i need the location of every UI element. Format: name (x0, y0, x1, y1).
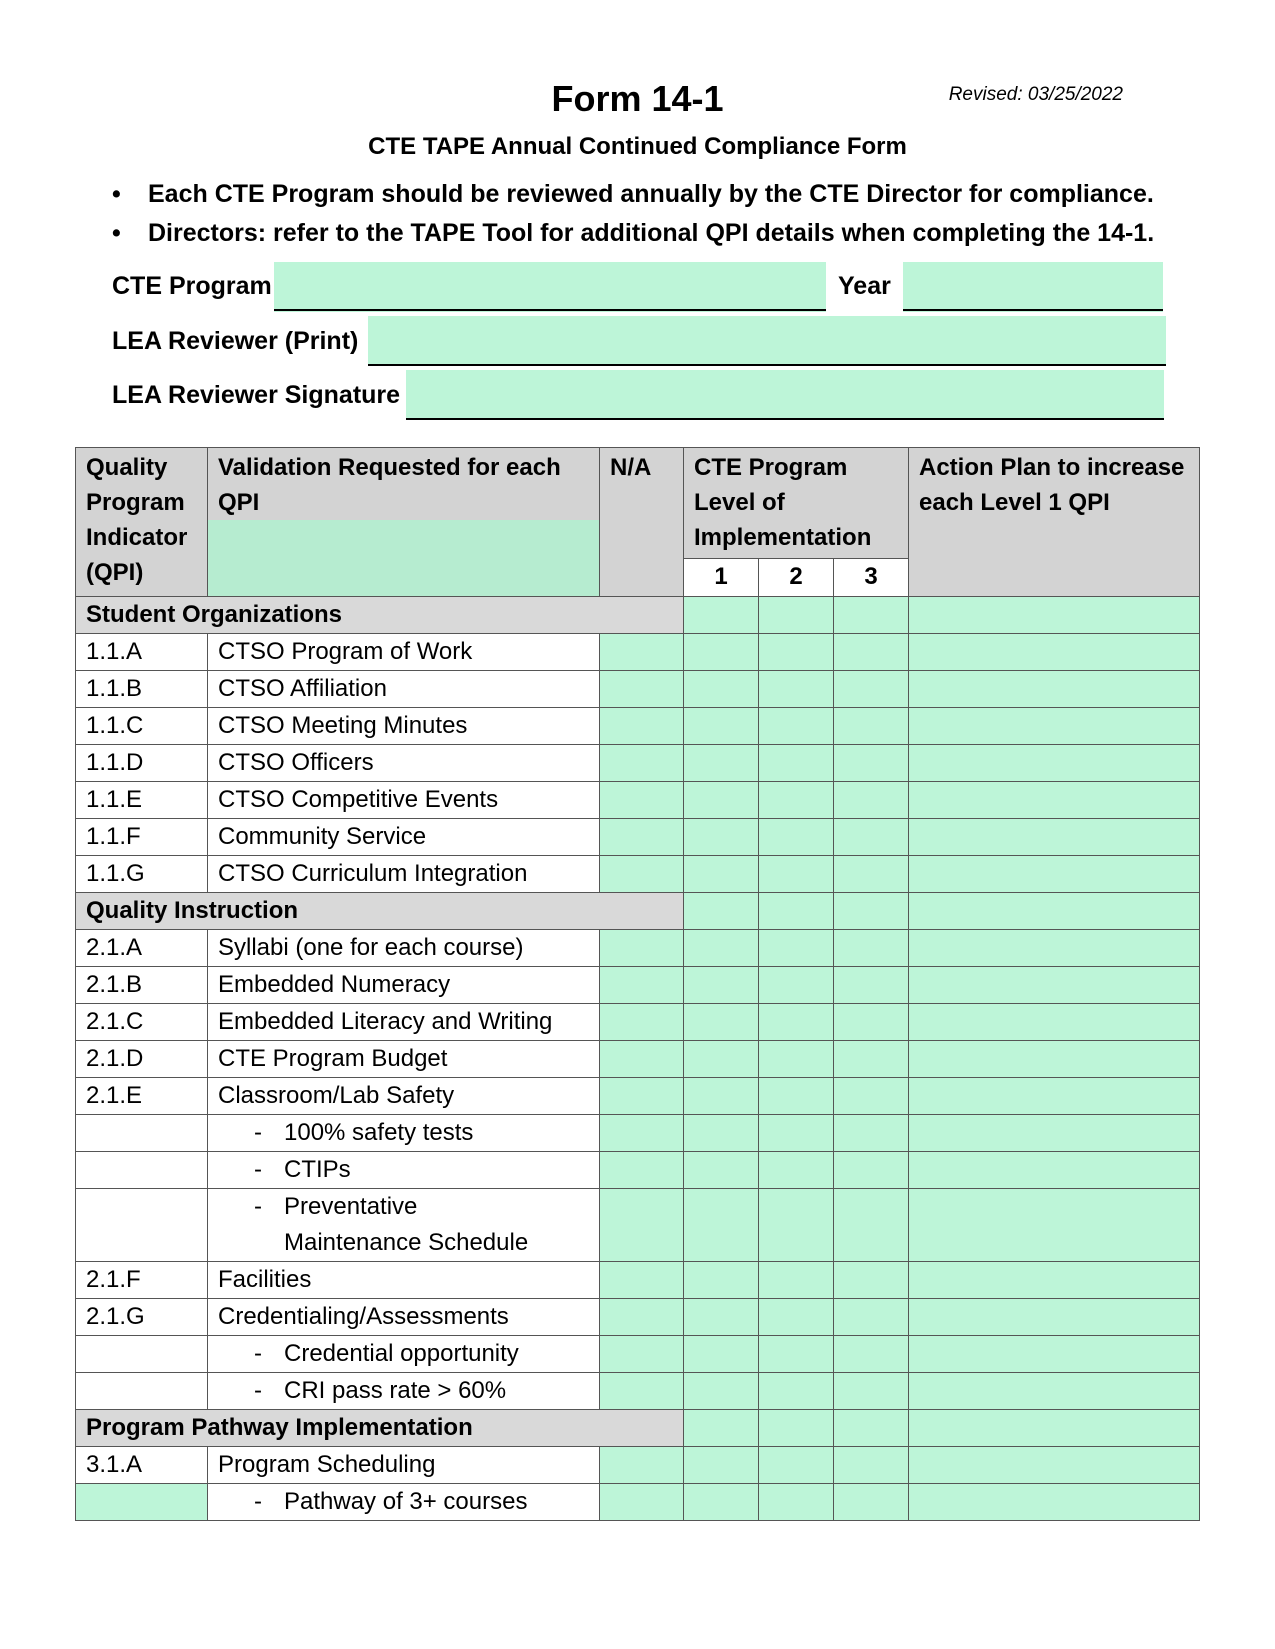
level-1-cell[interactable] (684, 671, 759, 708)
level-2-cell[interactable] (759, 634, 834, 671)
lea-reviewer-print-field[interactable] (368, 316, 1166, 366)
qpi-code: 2.1.F (76, 1262, 208, 1299)
na-cell[interactable] (600, 1484, 684, 1521)
action-plan-cell[interactable] (909, 930, 1200, 967)
level-2-cell[interactable] (759, 1262, 834, 1299)
validation-text: Program Scheduling (218, 1451, 436, 1478)
level-2-cell[interactable] (759, 1299, 834, 1336)
validation-cell (208, 634, 600, 671)
validation-cell (208, 671, 600, 708)
table-row (76, 782, 1200, 819)
level-1-cell[interactable] (684, 597, 759, 634)
validation-cell (208, 1115, 600, 1152)
validation-text: Classroom/Lab Safety (218, 1082, 455, 1109)
level-1-cell[interactable] (684, 782, 759, 819)
validation-text: Syllabi (one for each course) (218, 934, 524, 961)
dash-marker: - (254, 1156, 262, 1183)
action-plan-cell[interactable] (909, 597, 1200, 634)
level-2-cell[interactable] (759, 597, 834, 634)
section-title: Quality Instruction (76, 893, 684, 930)
section-row (76, 1410, 1200, 1447)
level-3-cell[interactable] (834, 1447, 909, 1484)
qpi-code: 3.1.A (76, 1447, 208, 1484)
action-plan-cell[interactable] (909, 856, 1200, 893)
validation-text: CTSO Affiliation (218, 675, 387, 702)
validation-text: CTSO Curriculum Integration (218, 860, 528, 887)
table-row (76, 745, 1200, 782)
form-subtitle: CTE TAPE Annual Continued Compliance Form (368, 133, 907, 160)
level-2-cell[interactable] (759, 1373, 834, 1410)
validation-cell (208, 1299, 600, 1336)
validation-cell (208, 708, 600, 745)
level-1-cell[interactable] (684, 893, 759, 930)
validation-text: Community Service (218, 823, 427, 850)
action-plan-cell[interactable] (909, 634, 1200, 671)
qpi-code: 2.1.B (76, 967, 208, 1004)
level-1-cell[interactable] (684, 1484, 759, 1521)
validation-text: Embedded Literacy and Writing (218, 1008, 553, 1035)
level-2-cell[interactable] (759, 1041, 834, 1078)
header-validation-label: Validation Requested for each QPI (218, 454, 561, 516)
section-title: Student Organizations (76, 597, 684, 634)
level-3-cell[interactable] (834, 1041, 909, 1078)
na-cell[interactable] (600, 671, 684, 708)
na-cell[interactable] (600, 856, 684, 893)
level-1-cell[interactable] (684, 1410, 759, 1447)
qpi-code: 2.1.C (76, 1004, 208, 1041)
instruction-bullet: • Directors: refer to the TAPE Tool for additional QPI details when completing the 14-1. (112, 219, 1155, 247)
level-3-cell[interactable] (834, 1484, 909, 1521)
action-plan-cell[interactable] (909, 1410, 1200, 1447)
level-1-cell[interactable] (684, 819, 759, 856)
level-2-cell[interactable] (759, 1189, 834, 1262)
validation-text: Facilities (218, 1266, 312, 1293)
level-2-cell[interactable] (759, 1078, 834, 1115)
validation-cell (208, 1373, 600, 1410)
level-3-cell[interactable] (834, 1262, 909, 1299)
header-level-2: 2 (759, 558, 834, 596)
qpi-code: 2.1.A (76, 930, 208, 967)
dash-marker: - (254, 1377, 262, 1404)
level-1-cell[interactable] (684, 1262, 759, 1299)
table-row (76, 1336, 1200, 1373)
cte-program-label: CTE Program (112, 272, 272, 300)
na-cell[interactable] (600, 967, 684, 1004)
cte-program-underline (274, 309, 826, 311)
qpi-code (76, 1336, 208, 1373)
level-2-cell[interactable] (759, 1410, 834, 1447)
action-plan-cell[interactable] (909, 1299, 1200, 1336)
qpi-code: 1.1.A (76, 634, 208, 671)
level-1-cell[interactable] (684, 745, 759, 782)
section-row (76, 597, 1200, 634)
validation-cell (208, 1189, 600, 1262)
dash-marker: - (254, 1340, 262, 1367)
validation-cell (208, 1152, 600, 1189)
level-1-cell[interactable] (684, 930, 759, 967)
level-1-cell[interactable] (684, 967, 759, 1004)
action-plan-cell[interactable] (909, 1447, 1200, 1484)
qpi-code: 1.1.E (76, 782, 208, 819)
header-qpi: Quality Program Indicator (QPI) (76, 448, 208, 597)
lea-reviewer-signature-underline (406, 418, 1164, 420)
level-1-cell[interactable] (684, 1336, 759, 1373)
table-row (76, 1004, 1200, 1041)
dash-marker: - (254, 1119, 262, 1146)
validation-cell (208, 967, 600, 1004)
table-row (76, 819, 1200, 856)
qpi-code (76, 1152, 208, 1189)
level-3-cell[interactable] (834, 1152, 909, 1189)
action-plan-cell[interactable] (909, 1041, 1200, 1078)
lea-reviewer-print-underline (368, 364, 1166, 366)
na-cell[interactable] (600, 1262, 684, 1299)
level-3-cell[interactable] (834, 967, 909, 1004)
level-3-cell[interactable] (834, 819, 909, 856)
action-plan-cell[interactable] (909, 1078, 1200, 1115)
validation-text: CTIPs (284, 1156, 351, 1183)
level-3-cell[interactable] (834, 1410, 909, 1447)
lea-reviewer-signature-field[interactable] (406, 370, 1164, 420)
level-3-cell[interactable] (834, 745, 909, 782)
validation-cell (208, 1041, 600, 1078)
level-2-cell[interactable] (759, 1447, 834, 1484)
qpi-code: 1.1.B (76, 671, 208, 708)
qpi-table-body (76, 597, 1200, 1521)
qpi-code: 2.1.G (76, 1299, 208, 1336)
validation-text: Credentialing/Assessments (218, 1303, 509, 1330)
level-1-cell[interactable] (684, 1373, 759, 1410)
level-1-cell[interactable] (684, 1299, 759, 1336)
action-plan-cell[interactable] (909, 1373, 1200, 1410)
validation-text: CTE Program Budget (218, 1045, 448, 1072)
action-plan-cell[interactable] (909, 1336, 1200, 1373)
na-cell[interactable] (600, 782, 684, 819)
level-3-cell[interactable] (834, 597, 909, 634)
revised-date: Revised: 03/25/2022 (948, 84, 1123, 105)
year-label: Year (838, 272, 891, 300)
level-2-cell[interactable] (759, 893, 834, 930)
na-cell[interactable] (600, 1189, 684, 1262)
level-2-cell[interactable] (759, 1115, 834, 1152)
level-3-cell[interactable] (834, 1004, 909, 1041)
table-row (76, 1373, 1200, 1410)
na-cell[interactable] (600, 1041, 684, 1078)
lea-reviewer-print-label: LEA Reviewer (Print) (112, 327, 359, 355)
table-header-row (76, 448, 1200, 559)
table-row (76, 708, 1200, 745)
qpi-code (76, 1189, 208, 1262)
na-cell[interactable] (600, 1152, 684, 1189)
qpi-code: 1.1.D (76, 745, 208, 782)
level-1-cell[interactable] (684, 1189, 759, 1262)
qpi-table (75, 447, 1200, 1521)
level-1-cell[interactable] (684, 1447, 759, 1484)
table-row (76, 856, 1200, 893)
qpi-code: 1.1.C (76, 708, 208, 745)
level-3-cell[interactable] (834, 671, 909, 708)
year-underline (903, 309, 1163, 311)
qpi-code: 2.1.D (76, 1041, 208, 1078)
qpi-code[interactable] (76, 1484, 208, 1521)
level-1-cell[interactable] (684, 1078, 759, 1115)
bullet-icon: • (112, 180, 121, 208)
level-2-cell[interactable] (759, 1336, 834, 1373)
qpi-code: 2.1.E (76, 1078, 208, 1115)
validation-text: 100% safety tests (284, 1119, 474, 1146)
validation-cell (208, 1447, 600, 1484)
level-1-cell[interactable] (684, 634, 759, 671)
level-2-cell[interactable] (759, 745, 834, 782)
header-level: CTE Program Level of Implementation (684, 448, 909, 559)
validation-text: Embedded Numeracy (218, 971, 451, 998)
action-plan-cell[interactable] (909, 967, 1200, 1004)
action-plan-cell[interactable] (909, 1004, 1200, 1041)
na-cell[interactable] (600, 745, 684, 782)
table-row (76, 1299, 1200, 1336)
qpi-code (76, 1115, 208, 1152)
validation-text: CTSO Competitive Events (218, 786, 499, 813)
lea-reviewer-signature-label: LEA Reviewer Signature (112, 381, 401, 409)
action-plan-cell[interactable] (909, 1262, 1200, 1299)
action-plan-cell[interactable] (909, 1484, 1200, 1521)
level-2-cell[interactable] (759, 856, 834, 893)
action-plan-cell[interactable] (909, 745, 1200, 782)
instruction-bullet: • Each CTE Program should be reviewed annually by the CTE Director for compliance. (112, 180, 1154, 208)
header-level-1: 1 (684, 558, 759, 596)
validation-cell (208, 1336, 600, 1373)
year-field[interactable] (903, 262, 1163, 312)
na-cell[interactable] (600, 1299, 684, 1336)
cte-program-field[interactable] (274, 262, 826, 312)
table-row (76, 634, 1200, 671)
level-2-cell[interactable] (759, 1484, 834, 1521)
level-2-cell[interactable] (759, 671, 834, 708)
section-title: Program Pathway Implementation (76, 1410, 684, 1447)
level-3-cell[interactable] (834, 1336, 909, 1373)
level-3-cell[interactable] (834, 708, 909, 745)
level-3-cell[interactable] (834, 893, 909, 930)
action-plan-cell[interactable] (909, 671, 1200, 708)
validation-cell (208, 1484, 600, 1521)
table-row (76, 967, 1200, 1004)
action-plan-cell[interactable] (909, 1115, 1200, 1152)
level-3-cell[interactable] (834, 930, 909, 967)
level-2-cell[interactable] (759, 967, 834, 1004)
na-cell[interactable] (600, 930, 684, 967)
validation-text: Preventative Maintenance Schedule (284, 1193, 529, 1256)
table-row (76, 930, 1200, 967)
level-2-cell[interactable] (759, 782, 834, 819)
validation-cell (208, 930, 600, 967)
level-3-cell[interactable] (834, 1299, 909, 1336)
header-action-plan: Action Plan to increase each Level 1 QPI (909, 448, 1200, 597)
level-3-cell[interactable] (834, 782, 909, 819)
na-cell[interactable] (600, 634, 684, 671)
action-plan-cell[interactable] (909, 819, 1200, 856)
bullet-icon: • (112, 219, 121, 247)
level-3-cell[interactable] (834, 1373, 909, 1410)
na-cell[interactable] (600, 1115, 684, 1152)
level-1-cell[interactable] (684, 1004, 759, 1041)
level-2-cell[interactable] (759, 819, 834, 856)
section-row (76, 893, 1200, 930)
action-plan-cell[interactable] (909, 1152, 1200, 1189)
level-3-cell[interactable] (834, 634, 909, 671)
level-2-cell[interactable] (759, 708, 834, 745)
na-cell[interactable] (600, 1447, 684, 1484)
na-cell[interactable] (600, 1373, 684, 1410)
na-cell[interactable] (600, 1078, 684, 1115)
validation-text: CRI pass rate > 60% (284, 1377, 507, 1404)
validation-text: Pathway of 3+ courses (284, 1488, 528, 1515)
table-row (76, 1484, 1200, 1521)
validation-cell (208, 1262, 600, 1299)
table-row (76, 1078, 1200, 1115)
level-2-cell[interactable] (759, 1004, 834, 1041)
qpi-code: 1.1.G (76, 856, 208, 893)
level-1-cell[interactable] (684, 1152, 759, 1189)
level-1-cell[interactable] (684, 1041, 759, 1078)
validation-text: CTSO Meeting Minutes (218, 712, 468, 739)
na-cell[interactable] (600, 819, 684, 856)
level-1-cell[interactable] (684, 856, 759, 893)
qpi-code (76, 1373, 208, 1410)
validation-cell (208, 856, 600, 893)
level-2-cell[interactable] (759, 1152, 834, 1189)
level-3-cell[interactable] (834, 1078, 909, 1115)
level-1-cell[interactable] (684, 708, 759, 745)
na-cell[interactable] (600, 1336, 684, 1373)
table-row (76, 1447, 1200, 1484)
header-level-3: 3 (834, 558, 909, 596)
dash-marker: - (254, 1488, 262, 1515)
header-validation (208, 448, 600, 597)
table-row (76, 1115, 1200, 1152)
level-2-cell[interactable] (759, 930, 834, 967)
level-3-cell[interactable] (834, 856, 909, 893)
validation-text: CTSO Program of Work (218, 638, 473, 665)
validation-cell (208, 1004, 600, 1041)
level-3-cell[interactable] (834, 1189, 909, 1262)
action-plan-cell[interactable] (909, 893, 1200, 930)
table-row (76, 1152, 1200, 1189)
table-row (76, 671, 1200, 708)
na-cell[interactable] (600, 708, 684, 745)
table-row (76, 1262, 1200, 1299)
validation-cell (208, 782, 600, 819)
header-na: N/A (600, 448, 684, 597)
level-3-cell[interactable] (834, 1115, 909, 1152)
table-row (76, 1189, 1200, 1262)
validation-text: CTSO Officers (218, 749, 374, 776)
action-plan-cell[interactable] (909, 708, 1200, 745)
form-title: Form 14-1 (551, 78, 724, 119)
validation-cell (208, 819, 600, 856)
dash-marker: - (254, 1193, 262, 1220)
action-plan-cell[interactable] (909, 782, 1200, 819)
level-1-cell[interactable] (684, 1115, 759, 1152)
validation-text: Credential opportunity (284, 1340, 519, 1367)
qpi-code: 1.1.F (76, 819, 208, 856)
validation-cell (208, 1078, 600, 1115)
validation-cell (208, 745, 600, 782)
action-plan-cell[interactable] (909, 1189, 1200, 1262)
na-cell[interactable] (600, 1004, 684, 1041)
header-validation-fill[interactable] (208, 520, 599, 596)
table-row (76, 1041, 1200, 1078)
